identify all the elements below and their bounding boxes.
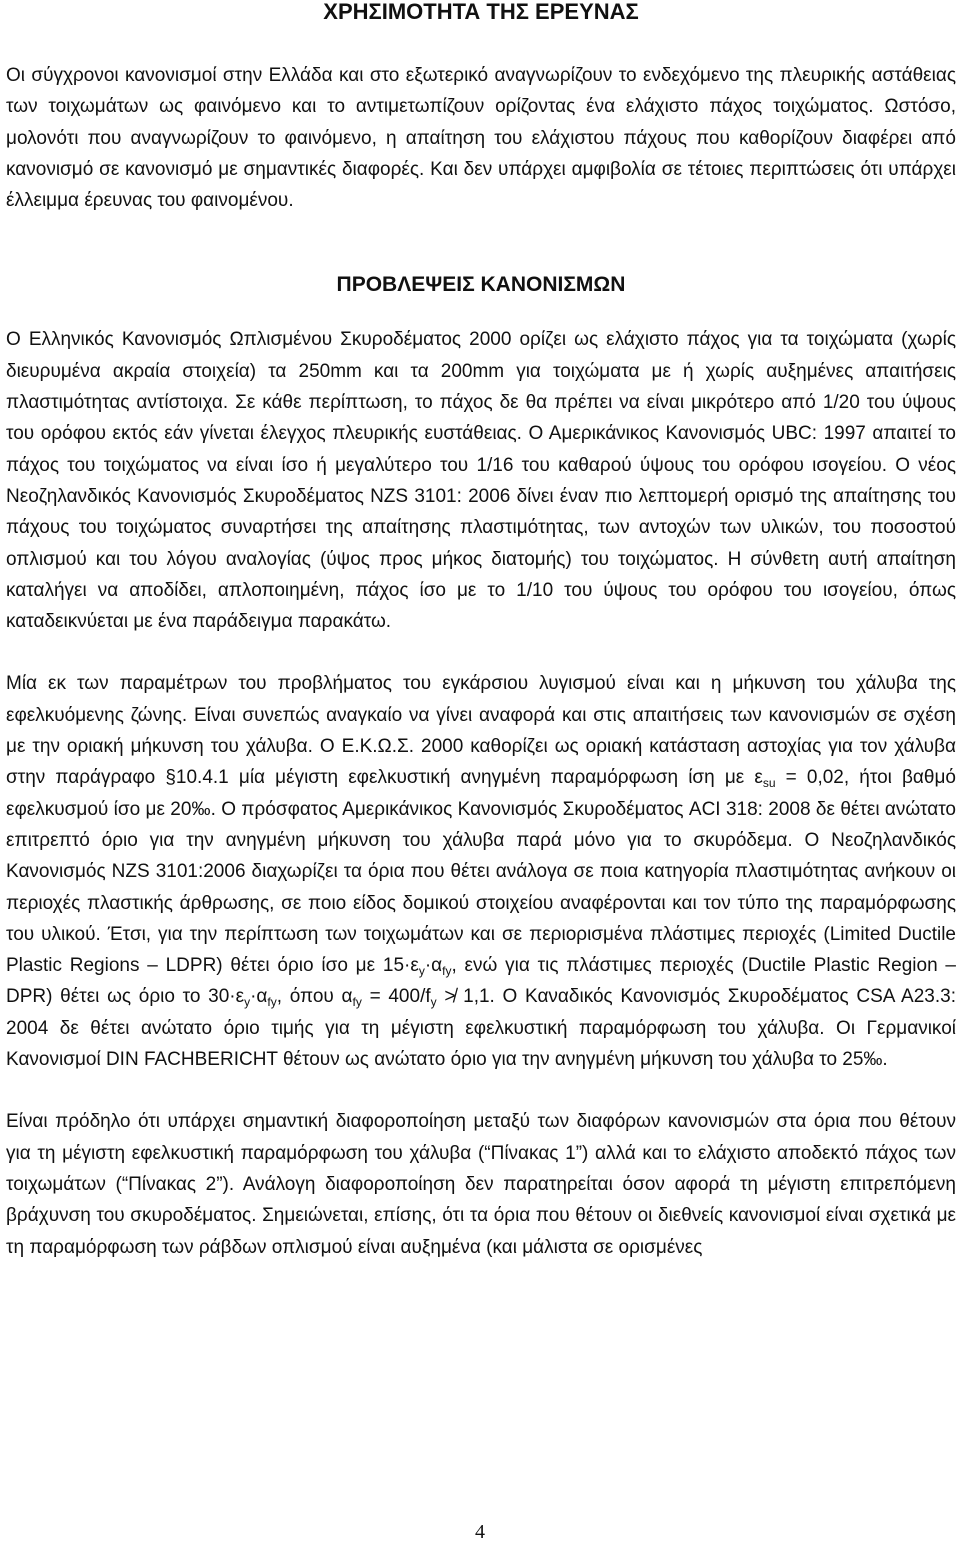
text-segment: ·α xyxy=(250,986,268,1008)
subscript: y xyxy=(418,964,425,979)
text-segment: ·α xyxy=(424,955,443,977)
page-number: 4 xyxy=(475,1521,485,1543)
subscript: su xyxy=(762,776,776,791)
paragraph-research-usefulness: Οι σύγχρονοι κανονισμοί στην Ελλάδα και στο εξωτερικό αναγνωρίζουν το ενδεχόμενο της πλευρικής αστάθειας των τοιχωμάτων ως φαινόμενο και το αντιμετωπίζουν ορίζοντας ένα ελάχιστο πάχος τοιχώματος. Ωστόσο, μολονότι που αναγνωρίζουν το φαινόμενο, η απαίτηση του ελάχιστου πάχους που καθορίζουν διαφέρει από κανονισμό σε κανονισμό με σημαντικές διαφορές. Και δεν υπάρχει αμφιβολία σε τέτοιες περιπτώσεις ότι υπάρχει έλλειμμα έρευνας του φαινομένου. xyxy=(6,65,956,212)
paragraph-steel-strain-limits xyxy=(6,668,956,1075)
subscript: y xyxy=(430,995,437,1010)
paragraph-code-provisions: Ο Ελληνικός Κανονισμός Ωπλισμένου Σκυροδέματος 2000 ορίζει ως ελάχιστο πάχος για τα τοιχώματα (χωρίς διευρυμένα ακραία στοιχεία) τα 250mm και τα 200mm για τοιχώματα με ή χωρίς αυξημένες απαιτήσεις πλαστιμότητας αντίστοιχα. Σε κάθε περίπτωση, το πάχος δε θα πρέπει να είναι μικρότερο από 1/20 του ύψους του ορόφου εκτός εάν γίνεται έλεγχος πλευρικής ευστάθειας. Ο Αμερικάνικος Κανονισμός UBC: 1997 απαιτεί το πάχος του τοιχώματος να είναι ίσο ή μεγαλύτερο του 1/16 του καθαρού ύψους του ορόφου ισογείου. Ο νέος Νεοζηλανδικός Κανονισμός Σκυροδέματος NZS 3101: 2006 δίνει έναν πιο λεπτομερή ορισμό της απαίτησης του πάχους του τοιχώματος συναρτήσει της απαίτησης πλαστιμότητας, των αντοχών των υλικών, του ποσοστού οπλισμού και του λόγου αναλογίας (ύψος προς μήκος διατομής) του τοιχώματος. Η σύνθετη αυτή απαίτηση καταλήγει να αποδίδει, απλοποιημένη, πάχος ίσο με το 1/10 του ύψους του ορόφου του ισογείου, όπως καταδεικνύεται με ένα παράδειγμα παρακάτω. xyxy=(6,329,956,633)
page-title: ΧΡΗΣΙΜΟΤΗΤΑ ΤΗΣ ΕΡΕΥΝΑΣ xyxy=(323,0,639,24)
text-segment: Μία εκ των παραμέτρων του προβλήματος του εγκάρσιου λυγισμού είναι και η μήκυνση του χάλυβα της εφελκυόμενης ζώνης. Είναι συνεπώς αναγκαίο να γίνει αναφορά και στις απαιτήσεις των κανονισμών σε σχέση με την οριακή μήκυνση του χάλυβα. Ο Ε.Κ.Ω.Σ. 2000 καθορίζει ως οριακή κατάσταση αστοχίας για τον χάλυβα στην παράγραφο §10.4.1 μία μέγιστη εφελκυστική ανηγμένη παραμόρφωση ίση με ε xyxy=(6,673,956,789)
text-segment: = 400/f xyxy=(361,986,431,1008)
text-segment: , όπου α xyxy=(276,986,353,1008)
text-segment: , ενώ για τις πλάστιμες περιοχές (Ductile Plastic Region – DPR) θέτει ως όριο το 30·ε xyxy=(6,955,956,1008)
paragraph-comparison: Είναι πρόδηλο ότι υπάρχει σημαντική διαφοροποίηση μεταξύ των διαφόρων κανονισμών στα όρια που θέτουν για τη μέγιστη εφελκυστική παραμόρφωση του χάλυβα (“Πίνακας 1”) αλλά και το ελάχιστο αποδεκτό πάχος των τοιχωμάτων (“Πίνακας 2”). Ανάλογη διαφοροποίηση δεν παρατηρείται όσον αφορά τη μέγιστη επιτρεπόμενη βράχυνση του σκυροδέματος. Σημειώνεται, επίσης, ότι τα όρια που θέτουν οι διεθνείς κανονισμοί είναι σχετικά με τη παραμόρφωση των ράβδων οπλισμού είναι αυξημένα (και μάλιστα σε ορισμένες xyxy=(6,1111,956,1258)
subscript: fy xyxy=(442,964,452,979)
section-heading: ΠΡΟΒΛΕΨΕΙΣ ΚΑΝΟΝΙΣΜΩΝ xyxy=(336,273,626,297)
document-page xyxy=(6,0,956,1263)
text-segment: = 0,02, ήτοι βαθμό εφελκυσμού ίσο με 20‰. Ο πρόσφατος Αμερικάνικος Κανονισμός Σκυροδέματος ACI 318: 2008 δε θέτει ανώτατο επιτρεπτό όριο για την ανηγμένη μήκυνση του χάλυβα παρά μόνο για το σκυρόδεμα. Ο Νεοζηλανδικός Κανονισμός NZS 3101:2006 διαχωρίζει τα όρια που θέτει ανάλογα σε ποια κατηγορία πλαστιμότητας ανήκουν οι περιοχές πλαστικής άρθρωσης, σε ποιο είδος δομικού στοιχείου αναφέρονται και τον τύπο της παραμόρφωσης του υλικού. Έτσι, για την περίπτωση των τοιχωμάτων και σε περιορισμένα πλάστιμες περιοχές (Limited Ductile Plastic Regions – LDPR) θέτει όριο ίσο με 15·ε xyxy=(6,767,956,977)
text-segment: ≯ 1,1. Ο Καναδικός Κανονισμός Σκυροδέματος CSA A23.3: 2004 δε θέτει ανώτατο όριο τιμής για τη μέγιστη εφελκυστική παραμόρφωση του χάλυβα. Οι Γερμανικοί Κανονισμοί DIN FACHBERICHT θέτουν ως ανώτατο όριο για την ανηγμένη μήκυνση του χάλυβα το 25‰. xyxy=(6,986,956,1071)
subscript: fy xyxy=(352,995,362,1010)
subscript: fy xyxy=(267,995,277,1010)
subscript: y xyxy=(244,995,251,1010)
